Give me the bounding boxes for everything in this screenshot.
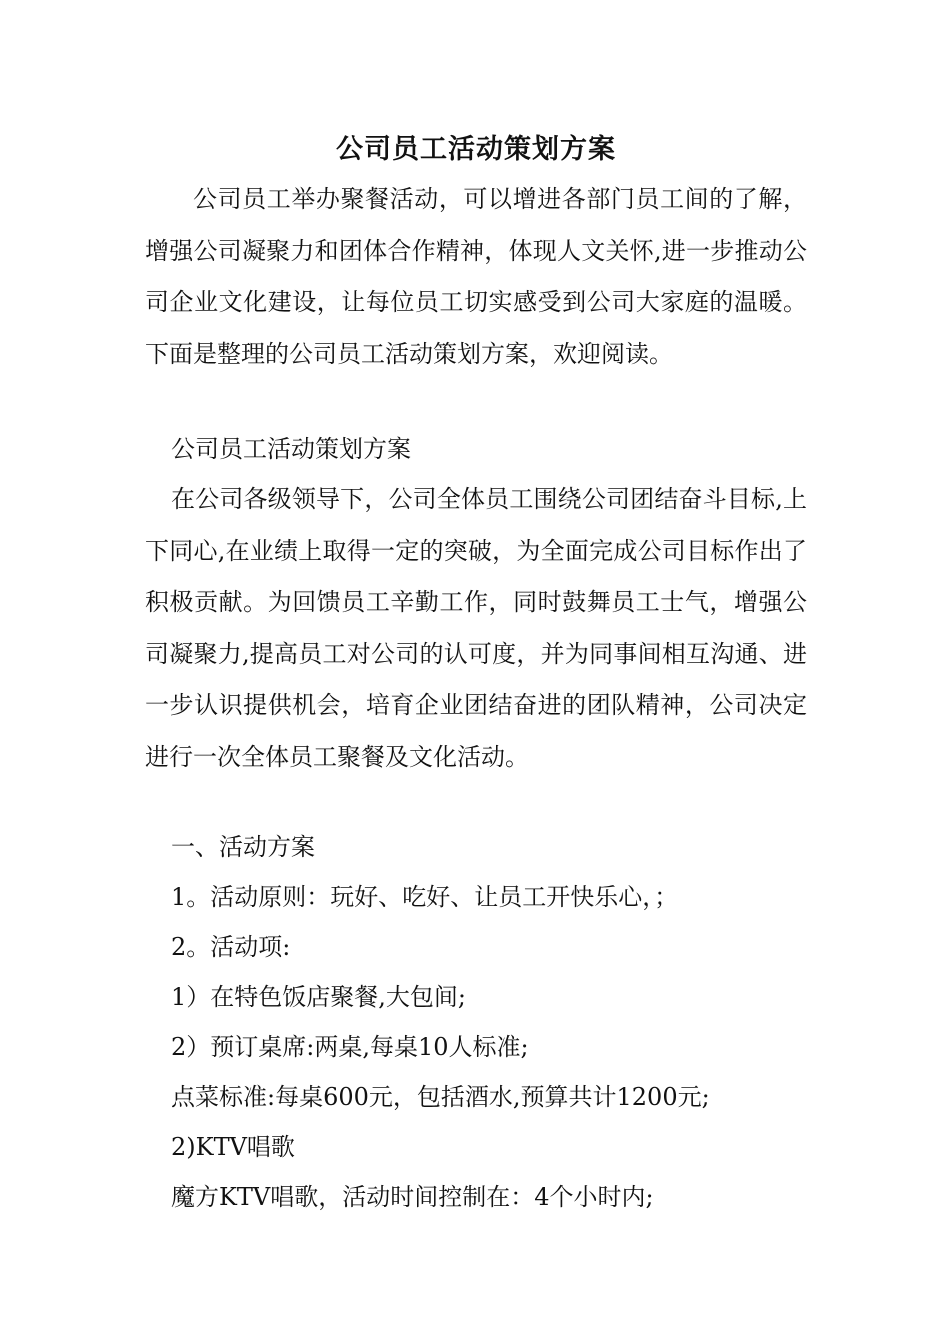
list-item: 2)KTV唱歌 [171,1133,295,1161]
list-item: 点菜标准:每桌600元，包括酒水,预算共计1200元; [171,1083,710,1111]
list-item: 1）在特色饭店聚餐,大包间; [171,983,466,1011]
intro-paragraph: 公司员工举办聚餐活动，可以增进各部门员工间的了解，增强公司凝聚力和团体合作精神，体现人文关怀,进一步推动公司企业文化建设，让每位员工切实感受到公司大家庭的温暖。下面是整理的公司员工活动策划方案，欢迎阅读。 [145,185,807,368]
list-item: 魔方KTV唱歌，活动时间控制在：4个小时内; [171,1183,654,1211]
list-item: 2）预订桌席:两桌,每桌10人标准; [171,1033,529,1061]
section-subtitle: 公司员工活动策划方案 [171,435,411,463]
document-title: 公司员工活动策划方案 [336,134,616,165]
list-item: 2。活动项: [171,933,291,961]
section-heading-activity-plan: 一、活动方案 [171,833,315,861]
body-paragraph: 在公司各级领导下，公司全体员工围绕公司团结奋斗目标,上下同心,在业绩上取得一定的突破，为全面完成公司目标作出了积极贡献。为回馈员工辛勤工作，同时鼓舞员工士气，增强公司凝聚力,提高员工对公司的认可度，并为同事间相互沟通、进一步认识提供机会，培育企业团结奋进的团队精神，公司决定进行一次全体员工聚餐及文化活动。 [145,485,807,771]
list-item: 1。活动原则：玩好、吃好、让员工开快乐心，； [171,883,679,911]
